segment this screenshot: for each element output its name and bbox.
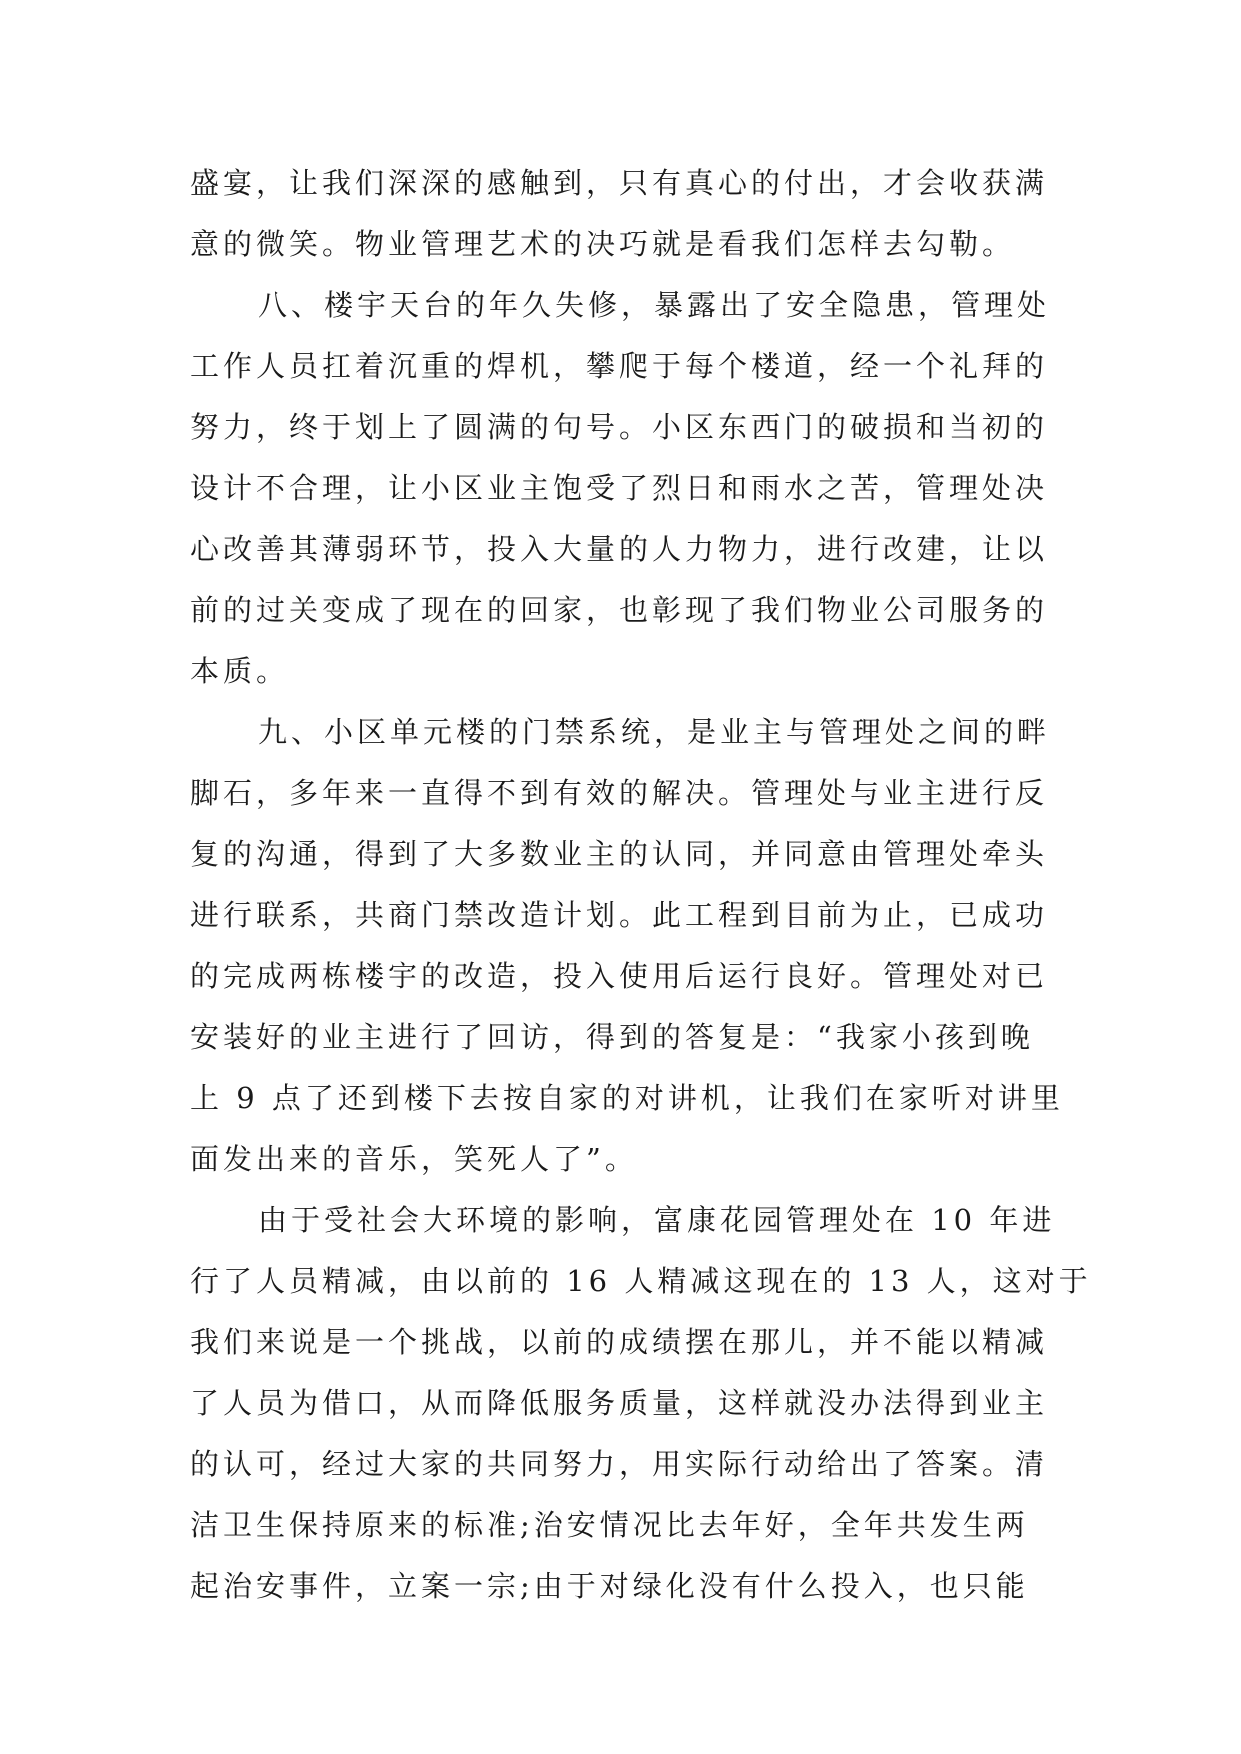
text-line: 由于受社会大环境的影响，富康花园管理处在 10 年进: [258, 1203, 1056, 1237]
text-line: 设计不合理，让小区业主饱受了烈日和雨水之苦，管理处决: [190, 471, 1049, 505]
paragraph-3: [190, 702, 1064, 1190]
text-line: 洁卫生保持原来的标准;治安情况比去年好，全年共发生两: [190, 1508, 1029, 1542]
text-line: 的完成两栋楼宇的改造，投入使用后运行良好。管理处对已: [190, 959, 1049, 993]
text-line: 上 9 点了还到楼下去按自家的对讲机，让我们在家听对讲里: [190, 1081, 1064, 1115]
text-line: 工作人员扛着沉重的焊机，攀爬于每个楼道，经一个礼拜的: [190, 349, 1049, 383]
text-line: 起治安事件，立案一宗;由于对绿化没有什么投入，也只能: [190, 1569, 1029, 1603]
paragraph-4: [190, 1190, 1092, 1617]
text-line: 安装好的业主进行了回访，得到的答复是：“我家小孩到晚: [190, 1020, 1034, 1054]
paragraph-1: [190, 153, 1050, 275]
text-line: 了人员为借口，从而降低服务质量，这样就没办法得到业主: [190, 1386, 1049, 1420]
text-line: 脚石，多年来一直得不到有效的解决。管理处与业主进行反: [190, 776, 1049, 810]
text-line: 面发出来的音乐，笑死人了”。: [190, 1142, 638, 1176]
text-line: 行了人员精减，由以前的 16 人精减这现在的 13 人，这对于: [190, 1264, 1092, 1298]
text-line: 盛宴，让我们深深的感触到，只有真心的付出，才会收获满: [190, 166, 1049, 200]
text-line: 前的过关变成了现在的回家，也彰现了我们物业公司服务的: [190, 593, 1049, 627]
text-line: 心改善其薄弱环节，投入大量的人力物力，进行改建，让以: [190, 532, 1049, 566]
text-line: 我们来说是一个挑战，以前的成绩摆在那儿，并不能以精减: [190, 1325, 1049, 1359]
text-line: 九、小区单元楼的门禁系统，是业主与管理处之间的畔: [258, 715, 1051, 749]
text-line: 进行联系，共商门禁改造计划。此工程到目前为止，已成功: [190, 898, 1049, 932]
text-line: 本质。: [190, 654, 290, 688]
text-line: 八、楼宇天台的年久失修，暴露出了安全隐患，管理处: [258, 288, 1051, 322]
paragraph-2: [190, 275, 1050, 702]
text-line: 努力，终于划上了圆满的句号。小区东西门的破损和当初的: [190, 410, 1049, 444]
text-line: 的认可，经过大家的共同努力，用实际行动给出了答案。清: [190, 1447, 1049, 1481]
document-body: [190, 153, 1092, 1617]
text-line: 复的沟通，得到了大多数业主的认同，并同意由管理处牵头: [190, 837, 1049, 871]
text-line: 意的微笑。物业管理艺术的决巧就是看我们怎样去勾勒。: [190, 227, 1016, 261]
